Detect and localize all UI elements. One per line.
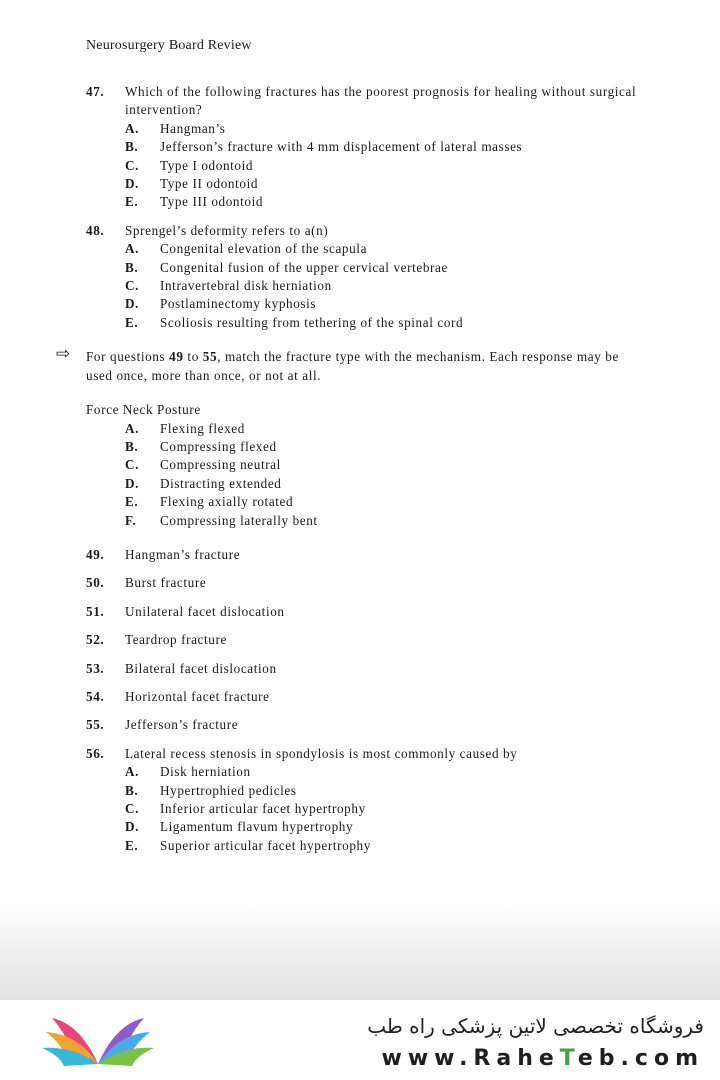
question-text: Hangman’s fracture <box>125 546 241 562</box>
question-text: Bilateral facet dislocation <box>125 660 277 676</box>
matching-option-b <box>125 438 646 456</box>
question-47 <box>86 83 646 212</box>
answer-option-e <box>125 193 646 211</box>
option-text: Congenital elevation of the scapula <box>160 241 368 257</box>
matching-heading: Force Neck Posture <box>86 402 201 418</box>
answer-option-b <box>125 259 646 277</box>
option-text: Scoliosis resulting from tethering of the spinal cord <box>160 314 464 330</box>
matching-options-block <box>86 401 646 530</box>
question-number: 52. <box>86 632 105 648</box>
option-text: Compressing laterally bent <box>160 512 318 528</box>
option-letter: B. <box>125 139 139 155</box>
option-letter: B. <box>125 438 139 454</box>
answer-option-c <box>125 157 646 175</box>
answer-options <box>125 763 646 855</box>
option-letter: C. <box>125 157 140 173</box>
question-number: 56. <box>86 745 105 761</box>
option-text: Postlaminectomy kyphosis <box>160 296 317 312</box>
option-letter: A. <box>125 420 140 436</box>
option-letter: E. <box>125 494 139 510</box>
question-text: Teardrop fracture <box>125 632 227 648</box>
question-text: Sprengel’s deformity refers to a(n) <box>125 222 329 238</box>
option-letter: A. <box>125 764 140 780</box>
answer-option-b <box>125 138 646 156</box>
answer-option-a <box>125 763 646 781</box>
option-text: Intravertebral disk herniation <box>160 278 332 294</box>
option-letter: E. <box>125 837 139 853</box>
option-text: Compressing neutral <box>160 457 281 473</box>
option-letter: D. <box>125 475 140 491</box>
option-text: Ligamentum flavum hypertrophy <box>160 819 354 835</box>
question-50 <box>86 574 646 592</box>
option-text: Hangman’s <box>160 120 226 136</box>
option-letter: B. <box>125 782 139 798</box>
matching-option-f <box>125 512 646 530</box>
option-text: Compressing flexed <box>160 438 277 454</box>
question-text: Burst fracture <box>125 575 207 591</box>
option-text: Distracting extended <box>160 475 282 491</box>
answer-option-b <box>125 782 646 800</box>
option-letter: C. <box>125 278 140 294</box>
question-text: Unilateral facet dislocation <box>125 603 285 619</box>
question-text: Which of the following fractures has the poorest prognosis for healing without surgical intervention? <box>125 84 637 118</box>
option-text: Type I odontoid <box>160 157 254 173</box>
option-text: Flexing axially rotated <box>160 494 294 510</box>
option-letter: E. <box>125 194 139 210</box>
answer-option-d <box>125 295 646 313</box>
running-header: Neurosurgery Board Review <box>86 38 252 53</box>
question-text: Lateral recess stenosis in spondylosis is most commonly caused by <box>125 745 518 761</box>
question-55 <box>86 716 646 734</box>
question-53 <box>86 660 646 678</box>
option-letter: F. <box>125 512 137 528</box>
answer-option-d <box>125 175 646 193</box>
answer-options <box>125 120 646 212</box>
arrow-right-icon: ⇨ <box>56 344 71 365</box>
option-letter: C. <box>125 457 140 473</box>
option-letter: D. <box>125 819 140 835</box>
question-number: 49. <box>86 546 105 562</box>
option-text: Type III odontoid <box>160 194 264 210</box>
answer-option-d <box>125 818 646 836</box>
question-51 <box>86 603 646 621</box>
option-text: Congenital fusion of the upper cervical vertebrae <box>160 259 448 275</box>
question-number: 53. <box>86 660 105 676</box>
question-number: 47. <box>86 84 105 99</box>
question-number: 48. <box>86 222 105 238</box>
answer-options <box>125 240 646 332</box>
option-letter: C. <box>125 801 140 816</box>
shop-url[interactable]: www.RaheTeb.com <box>381 1046 704 1071</box>
question-54 <box>86 688 646 706</box>
option-text: Flexing flexed <box>160 420 245 436</box>
matching-instruction: ⇨ For questions 49 to 55, match the fracture type with the mechanism. Each response may be used once, more than once, or not at all. <box>56 344 619 383</box>
answer-option-c <box>125 800 646 818</box>
matching-option-c <box>125 456 646 474</box>
option-text: Inferior articular facet hypertrophy <box>160 801 366 816</box>
answer-option-c <box>125 277 646 295</box>
option-text: Hypertrophied pedicles <box>160 782 297 798</box>
question-number: 55. <box>86 717 105 733</box>
option-letter: A. <box>125 241 140 257</box>
answer-option-e <box>125 314 646 332</box>
answer-option-e <box>125 837 646 855</box>
question-text: Horizontal facet fracture <box>125 688 270 704</box>
answer-option-a <box>125 120 646 138</box>
matching-option-a <box>125 420 646 438</box>
open-book-icon <box>38 1012 158 1070</box>
question-text: Jefferson’s fracture <box>125 717 239 733</box>
option-text: Jefferson’s fracture with 4 mm displacement of lateral masses <box>160 139 523 155</box>
option-letter: A. <box>125 120 140 136</box>
matching-option-e <box>125 493 646 511</box>
question-number: 51. <box>86 603 105 619</box>
answer-option-a <box>125 240 646 258</box>
option-letter: B. <box>125 259 139 275</box>
question-number: 54. <box>86 688 105 704</box>
option-text: Disk herniation <box>160 764 251 780</box>
option-letter: E. <box>125 314 139 330</box>
question-48 <box>86 222 646 332</box>
watermark-footer <box>0 1000 720 1080</box>
matching-options <box>125 420 646 530</box>
matching-option-d <box>125 475 646 493</box>
option-text: Superior articular facet hypertrophy <box>160 837 371 853</box>
question-52 <box>86 631 646 649</box>
option-text: Type II odontoid <box>160 176 259 192</box>
question-49 <box>86 546 646 564</box>
option-letter: D. <box>125 176 140 192</box>
shop-name: فروشگاه تخصصی لاتین پزشکی راه طب <box>367 1014 704 1038</box>
question-number: 50. <box>86 575 105 591</box>
question-56 <box>86 745 646 855</box>
page-content <box>56 83 646 865</box>
page-bottom-shadow <box>0 900 720 1000</box>
option-letter: D. <box>125 296 140 312</box>
